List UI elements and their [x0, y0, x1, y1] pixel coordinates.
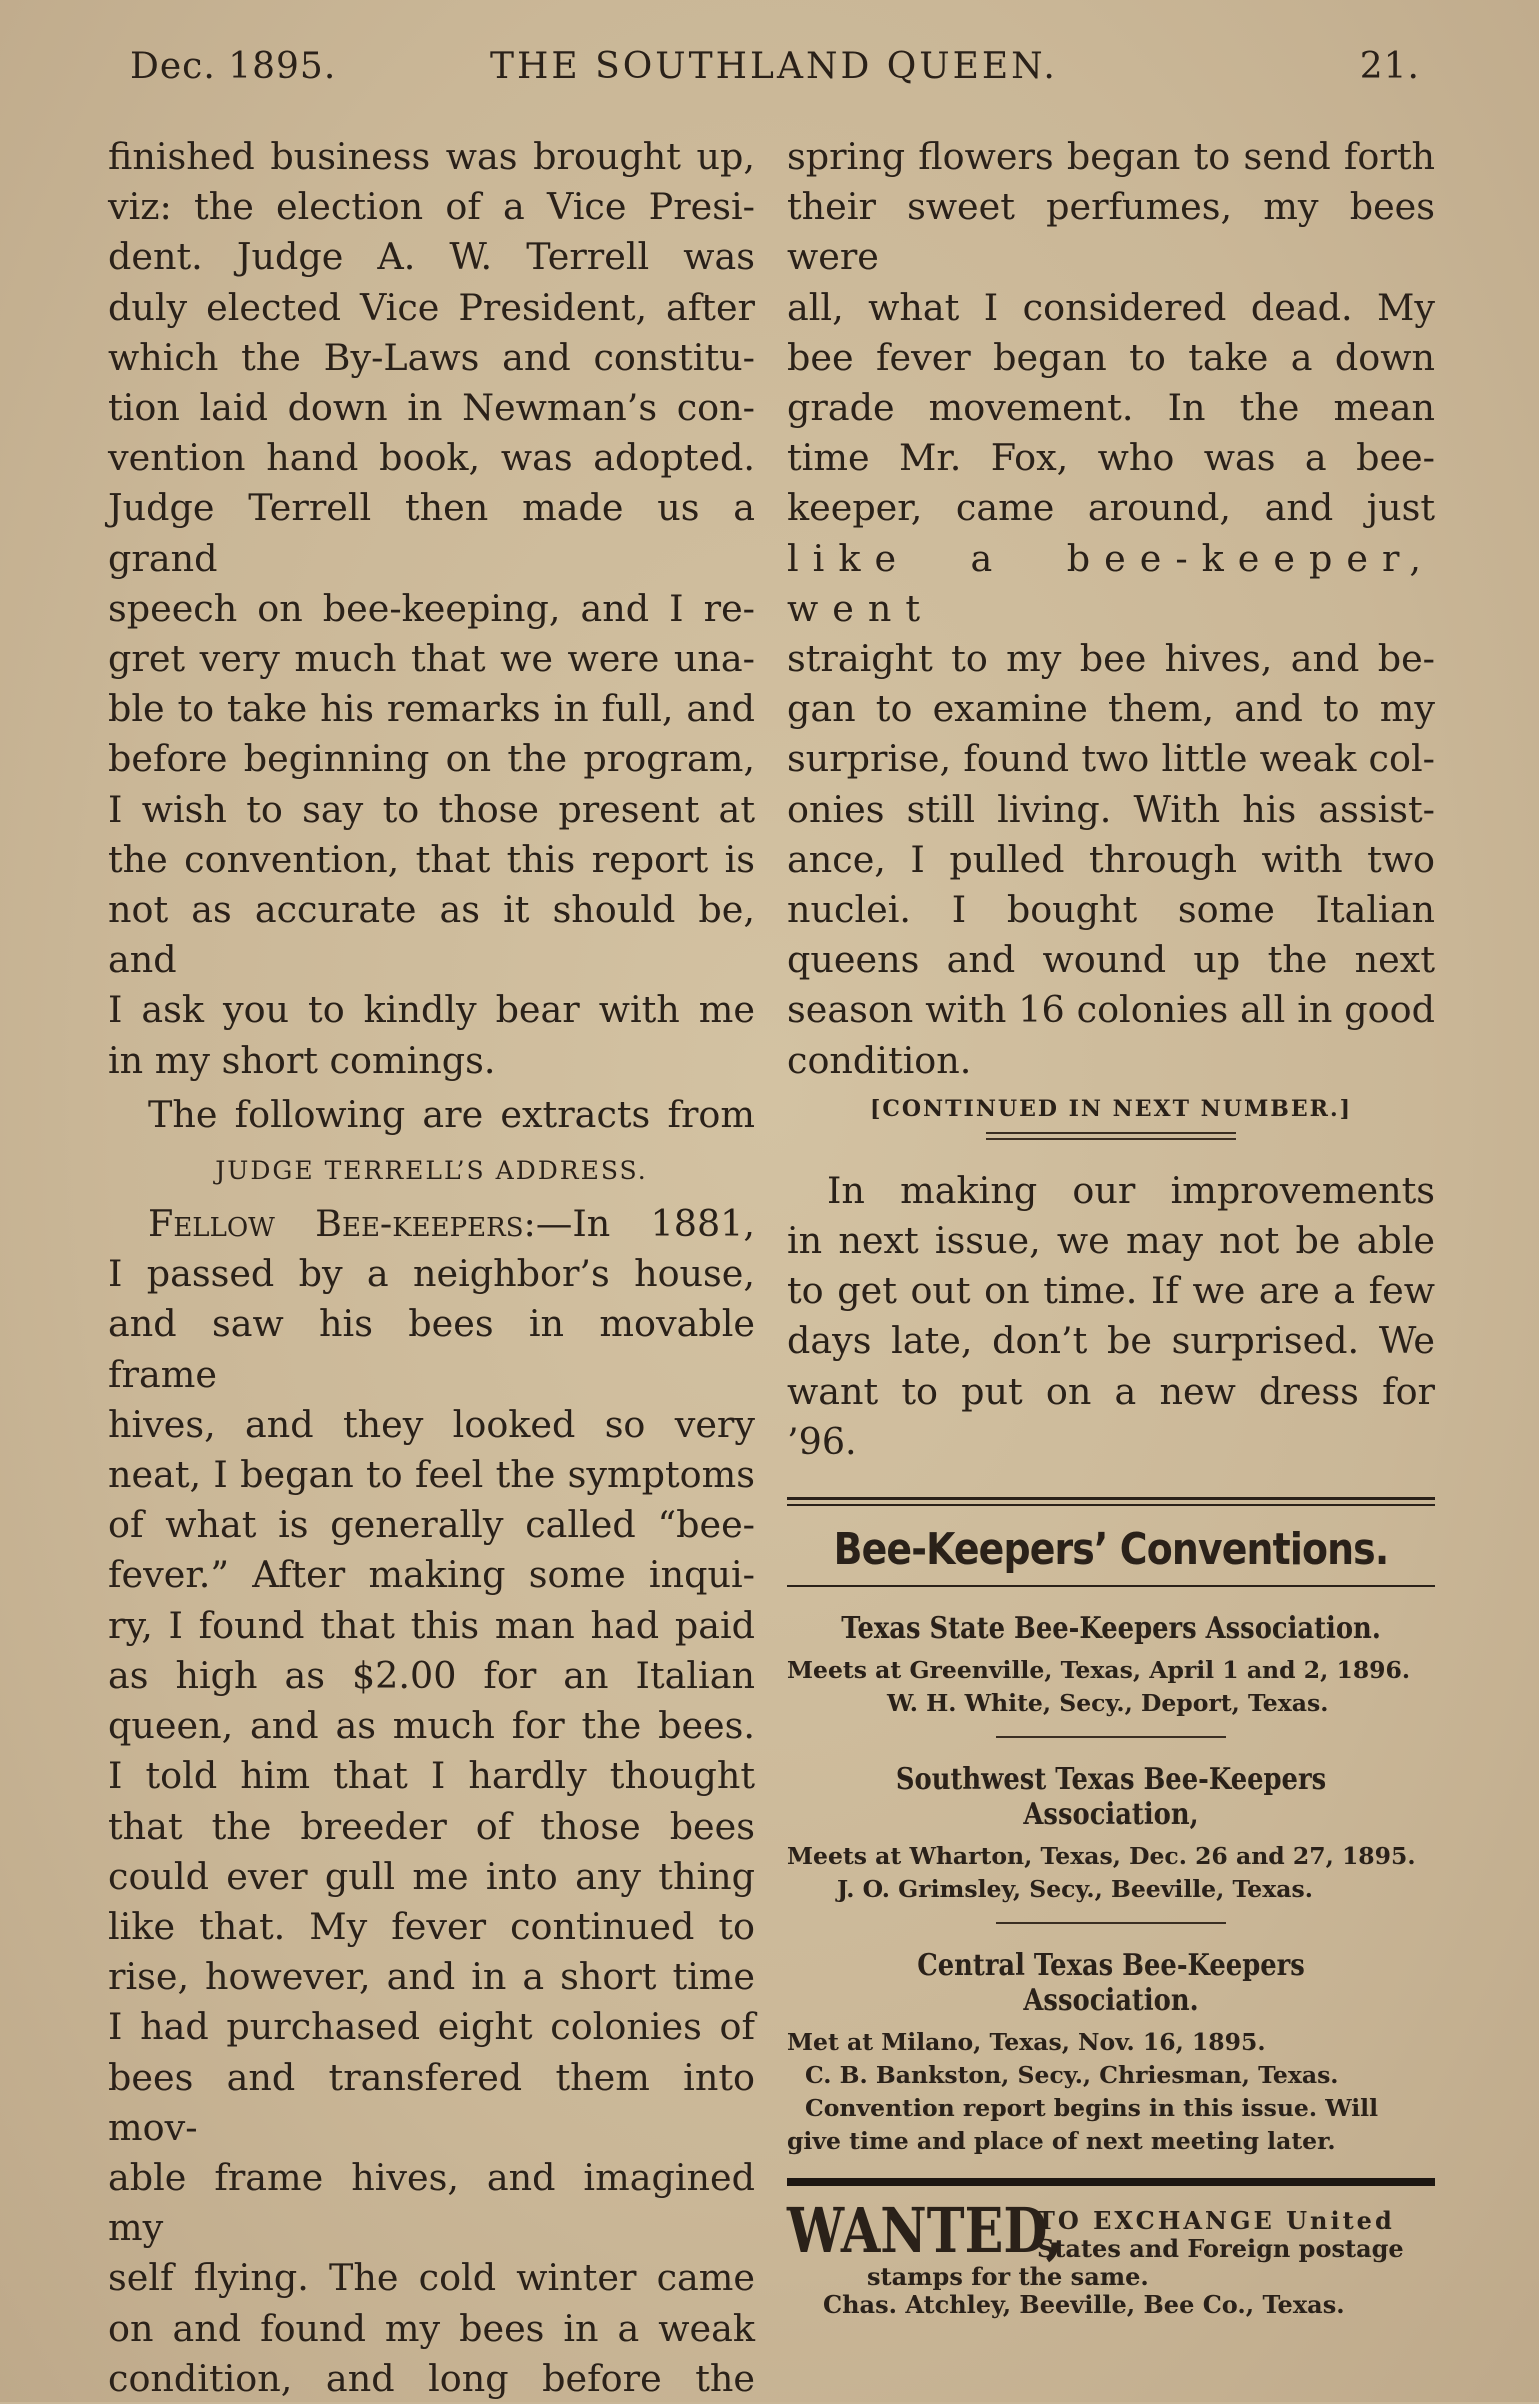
- text-line: onies still living. With his assist-: [787, 787, 1435, 831]
- wanted-advertisement: [787, 2194, 1435, 2326]
- text-line: to get out on time. If we are a few: [787, 1269, 1435, 1313]
- secretary-info: J. O. Grimsley, Secy., Beeville, Texas.: [837, 1875, 1313, 1904]
- text-line: grade movement. In the mean: [787, 386, 1435, 430]
- text-line: the convention, that this report is: [108, 837, 755, 881]
- secretary-info: C. B. Bankston, Secy., Chriesman, Texas.: [805, 2061, 1339, 2090]
- association-name: Texas State Bee-Keepers Association.: [841, 1611, 1381, 1647]
- page-number: 21.: [1359, 46, 1420, 87]
- text-line: duly elected Vice President, after: [108, 285, 755, 329]
- text-line: nuclei. I bought some Italian: [787, 888, 1435, 932]
- text-line: hives, and they looked so very: [108, 1402, 755, 1446]
- text-line: fever.” After making some inqui-: [108, 1553, 755, 1597]
- text-line: I had purchased eight colonies of: [108, 2005, 755, 2049]
- meeting-info: Meets at Wharton, Texas, Dec. 26 and 27, 1895.: [787, 1842, 1416, 1871]
- divider: [986, 1132, 1236, 1140]
- text-line: before beginning on the program,: [108, 737, 755, 781]
- text-line: spring flowers began to send forth: [787, 135, 1435, 178]
- text-line: ry, I found that this man had paid: [108, 1603, 755, 1647]
- text-line: rise, however, and in a short time: [108, 1955, 755, 1999]
- ad-line: stamps for the same.: [867, 2262, 1149, 2292]
- divider: [787, 2178, 1435, 2186]
- text-line: tion laid down in Newman’s con-: [108, 386, 755, 430]
- divider: [996, 1922, 1226, 1924]
- text-line: which the By-Laws and constitu-: [108, 335, 755, 379]
- text-line: want to put on a new dress for ’96.: [787, 1369, 1435, 1463]
- text-line: not as accurate as it should be, and: [108, 888, 755, 982]
- text-line: I passed by a neighbor’s house,: [108, 1252, 755, 1296]
- divider: [996, 1736, 1226, 1738]
- notice-paragraph: [787, 1166, 1435, 1467]
- text-line: bee fever began to take a down: [787, 335, 1435, 379]
- meeting-info: Meets at Greenville, Texas, April 1 and 2, 1896.: [787, 1656, 1411, 1685]
- publication-title: THE SOUTHLAND QUEEN.: [490, 46, 1058, 87]
- address-paragraph: [108, 1199, 755, 2404]
- report-note: Convention report begins in this issue. Will: [805, 2094, 1378, 2123]
- text-fragment: —In 1881,: [535, 1202, 755, 1246]
- text-line: their sweet perfumes, my bees were: [787, 185, 1435, 279]
- text-line: could ever gull me into any thing: [108, 1854, 755, 1898]
- text-line: gan to examine them, and to my: [787, 687, 1435, 731]
- text-line: condition, and long before the: [108, 2356, 755, 2400]
- text-line: finished business was brought up,: [108, 135, 755, 178]
- text-line: surprise, found two little weak col-: [787, 737, 1435, 781]
- text-line: on and found my bees in a weak: [108, 2306, 755, 2350]
- association-listing: [787, 1611, 1435, 1720]
- text-line: keeper, came around, and just: [787, 486, 1435, 530]
- text-line: time Mr. Fox, who was a bee-: [787, 436, 1435, 480]
- continuation-paragraph: [787, 132, 1435, 1086]
- text-line: In making our improvements: [827, 1168, 1435, 1212]
- text-line: self flying. The cold winter came: [108, 2256, 755, 2300]
- text-line: queen, and as much for the bees.: [108, 1704, 755, 1748]
- text-line: of what is generally called “bee-: [108, 1503, 755, 1547]
- association-name: Central Texas Bee-Keepers Association.: [917, 1948, 1305, 2019]
- ad-line: TO EXCHANGE United: [1037, 2206, 1395, 2236]
- text-line: ance, I pulled through with two: [787, 837, 1435, 881]
- right-column: [787, 132, 1435, 2326]
- text-line: in next issue, we may not be able: [787, 1219, 1435, 1263]
- address-heading: JUDGE TERRELL’S ADDRESS.: [215, 1156, 648, 1186]
- conventions-title: Bee-Keepers’ Conventions.: [833, 1524, 1389, 1576]
- secretary-info: W. H. White, Secy., Deport, Texas.: [887, 1689, 1329, 1718]
- divider: [787, 1497, 1435, 1506]
- text-line: as high as $2.00 for an Italian: [108, 1653, 755, 1697]
- text-line: days late, don’t be surprised. We: [787, 1319, 1435, 1363]
- text-line: able frame hives, and imagined my: [108, 2155, 755, 2250]
- salutation: Fellow Bee-keepers:: [148, 1202, 536, 1246]
- ad-contact: Chas. Atchley, Beeville, Bee Co., Texas.: [823, 2290, 1345, 2320]
- left-column: [108, 132, 755, 2404]
- text-line: viz: the election of a Vice Presi-: [108, 185, 755, 229]
- association-listing: [787, 1948, 1435, 2158]
- issue-date: Dec. 1895.: [130, 46, 337, 87]
- text-line: that the breeder of those bees: [108, 1804, 755, 1848]
- text-line: straight to my bee hives, and be-: [787, 637, 1435, 681]
- text-line: season with 16 colonies all in good: [787, 988, 1435, 1032]
- text-line: like a bee-keeper, went: [787, 536, 1435, 630]
- text-line: Judge Terrell then made us a grand: [108, 486, 755, 580]
- meeting-info: Met at Milano, Texas, Nov. 16, 1895.: [787, 2028, 1266, 2057]
- report-note: give time and place of next meeting later.: [787, 2127, 1336, 2156]
- text-line: dent. Judge A. W. Terrell was: [108, 235, 755, 279]
- text-line: condition.: [787, 1038, 972, 1082]
- text-line: speech on bee-keeping, and I re-: [108, 586, 755, 630]
- divider: [787, 1585, 1435, 1587]
- text-line: I wish to say to those present at: [108, 787, 755, 831]
- text-line: all, what I considered dead. My: [787, 285, 1435, 329]
- text-line: gret very much that we were una-: [108, 637, 755, 681]
- report-paragraph: [108, 132, 755, 1086]
- text-line: in my short comings.: [108, 1038, 496, 1082]
- page-header: [130, 46, 1430, 96]
- association-name: Southwest Texas Bee-Keepers Association,: [895, 1762, 1327, 1833]
- text-line: vention hand book, was adopted.: [108, 436, 755, 480]
- extracts-intro: The following are extracts from: [148, 1092, 755, 1136]
- wanted-headline: WANTED,: [787, 2194, 1064, 2268]
- text-line: bees and transfered them into mov-: [108, 2055, 755, 2149]
- text-line: neat, I began to feel the symptoms: [108, 1453, 755, 1497]
- text-line: queens and wound up the next: [787, 938, 1435, 982]
- text-line: I ask you to kindly bear with me: [108, 988, 755, 1032]
- text-line: like that. My fever continued to: [108, 1904, 755, 1948]
- text-line: I told him that I hardly thought: [108, 1754, 755, 1798]
- text-line: and saw his bees in movable frame: [108, 1302, 755, 1396]
- ad-line: States and Foreign postage: [1037, 2234, 1404, 2264]
- association-listing: [787, 1762, 1435, 1906]
- text-line: ble to take his remarks in full, and: [108, 687, 755, 731]
- continued-note: [CONTINUED IN NEXT NUMBER.]: [869, 1095, 1353, 1122]
